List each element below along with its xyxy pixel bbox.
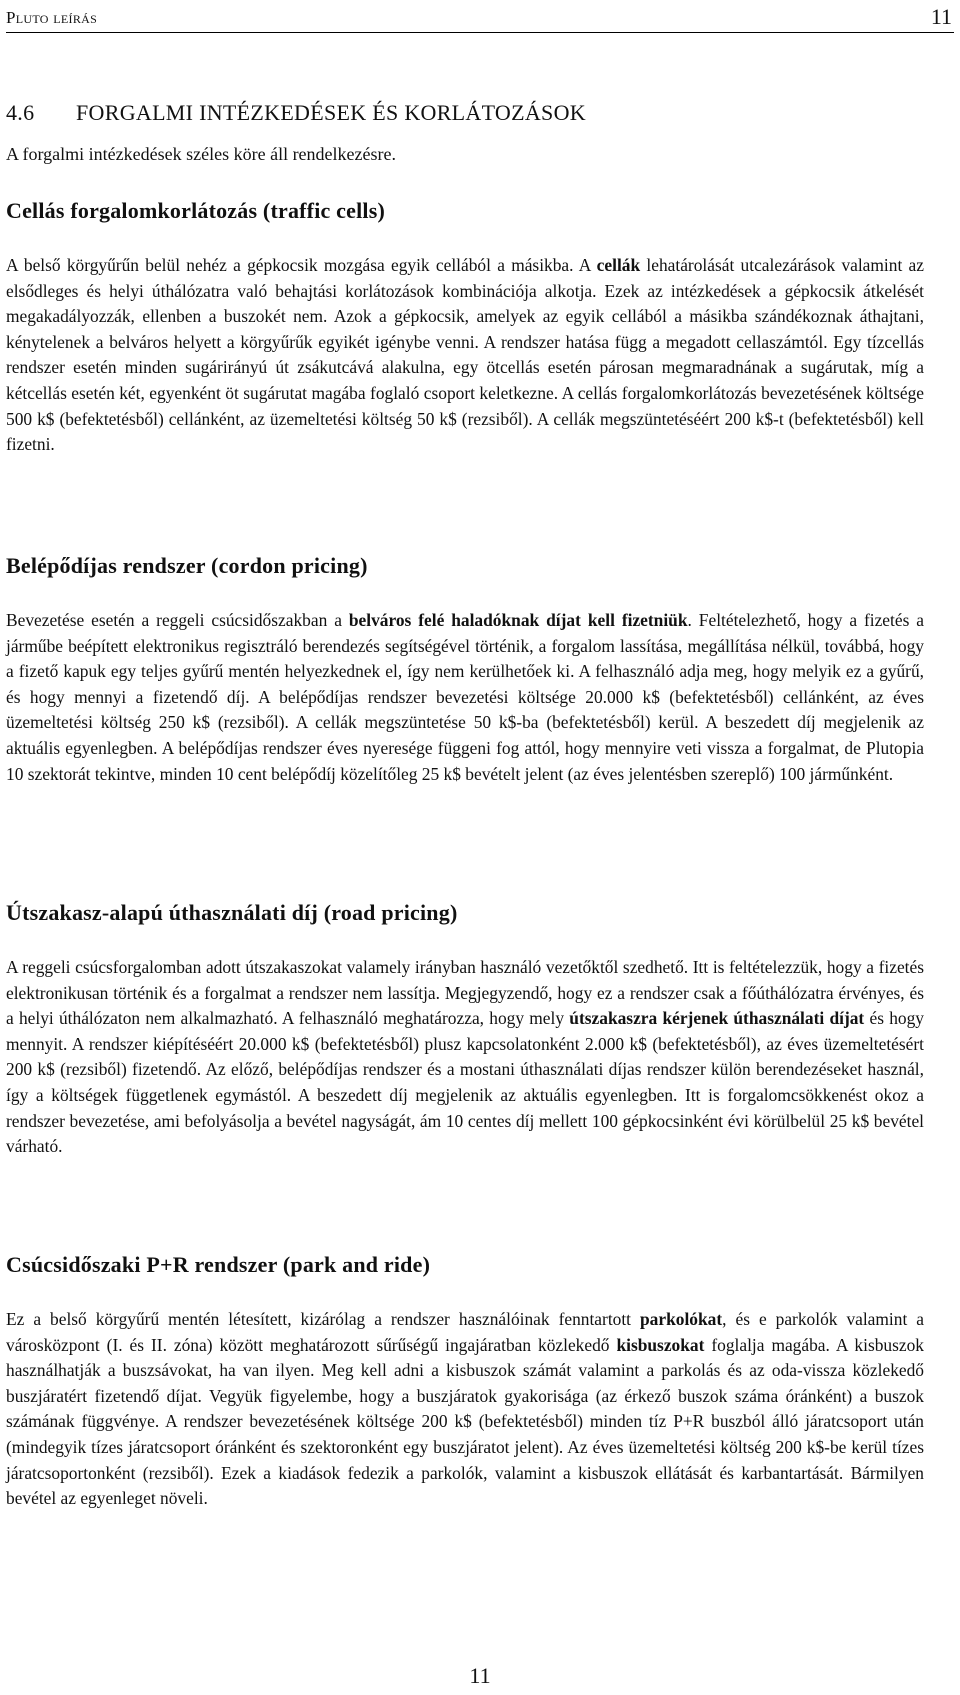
text-run: Ez a belső körgyűrű mentén létesített, kizárólag a rendszer használóinak fenntartott: [6, 1309, 640, 1329]
bold-text: kisbuszokat: [616, 1334, 705, 1355]
text-run: , és e parkolók valamint a városközpont (I. és II. zóna) között meghatározott sűrűségű ingajáratban közlekedő: [6, 1309, 924, 1355]
header-page-number: 11: [930, 4, 952, 29]
paragraph-park-and-ride: [6, 1307, 924, 1512]
section-title-text: FORGALMI INTÉZKEDÉSEK ÉS KORLÁTOZÁSOK: [76, 100, 586, 125]
running-header: [6, 4, 954, 33]
header-title: Pluto leírás: [6, 8, 98, 27]
bold-text: belváros felé haladóknak díjat kell fizetniük: [348, 610, 688, 630]
heading-traffic-cells: Cellás forgalomkorlátozás (traffic cells): [6, 198, 386, 223]
section-intro: A forgalmi intézkedések széles köre áll rendelkezésre.: [6, 144, 396, 164]
text-run: Bevezetése esetén a reggeli csúcsidőszakban a: [6, 610, 349, 630]
section-title: [6, 100, 586, 126]
heading-park-and-ride: Csúcsidőszaki P+R rendszer (park and ride): [6, 1252, 431, 1277]
text-run: A reggeli csúcsforgalomban adott útszakaszokat valamely irányban használó vezetőktől szedhető. Itt is feltételezzük, hogy a fizetés elektronikusan történik és a forgalmat a rendszer nem lassítja. Megjegyzendő, hogy ez a rendszer csak a főúthálózatra érvényes, és a helyi úthálózaton nem alkalmazható. A felhasználó meghatározza, hogy mely: [6, 957, 924, 1029]
footer-page-number: 11: [469, 1663, 491, 1688]
heading-cordon-pricing: Belépődíjas rendszer (cordon pricing): [6, 553, 368, 578]
bold-text: parkolókat: [640, 1309, 723, 1329]
bold-text: útszakaszra kérjenek úthasználati díjat: [569, 1008, 865, 1029]
paragraph-traffic-cells: [6, 253, 924, 458]
paragraph-road-pricing: [6, 955, 924, 1160]
paragraph-cordon-pricing: [6, 608, 924, 787]
text-run: és hogy mennyit. A rendszer kiépítéséért 20.000 k$ (befektetésből) plusz kapcsolatonként 2.000 k$ (befektetésből), az éves üzemeltetésért 200 k$ (rezsiből) fizetendő. Az előző, belépődíjas rendszer és a mostani úthasználati díjas rendszer külön berendezéseket használ, így a költségek függetlenek egymástól. A beszedett díj megjelenik az aktuális egyenlegben. Itt is forgalomcsökkenést okoz a rendszer bevezetése, ami befolyásolja a bevétel nagyságát, ám 10 centes díj mellett 100 gépkocsinként évi körülbelül 25 k$ bevétel várható.: [6, 1008, 924, 1157]
text-run: lehatárolását utcalezárások valamint az elsődleges és helyi úthálózatra való behajtási korlátozások kombinációja alkotja. Ezek az intézkedések a gépkocsik átkelését megakadályozzák, ellenben a buszokét nem. Azok a gépkocsik, amelyek az egyik cellából a másikba szándékoznak áthajtani, kénytelenek a belváros helyett a körgyűrűk egyikét igénybe venni. A rendszer hatása függ a megadott cellaszámtól. Egy tízcellás rendszer esetén minden sugárirányú út zsákutcává alakulna, egy ötcellás esetén párosan megmaradnának a sugárutak, míg a kétcellás esetén két, egyenként öt sugárutat magába foglaló csoport keletkezne. A cellás forgalomkorlátozás bevezetésének költsége 500 k$ (befektetésből) cellánként, az üzemeltetési költség 50 k$ (rezsiből). A cellák megszüntetéséért 200 k$-t (befektetésből) kell fizetni.: [6, 255, 924, 455]
bold-text: cellák: [596, 255, 641, 275]
text-run: A belső körgyűrűn belül nehéz a gépkocsik mozgása egyik cellából a másikba. A: [6, 255, 597, 275]
text-run: . Feltételezhető, hogy a fizetés a járműbe beépített elektronikus regisztráló berendezés segítségével történik, a forgalom lassítása, megállítása nélkül, továbbá, hogy a fizető kapuk egy teljes gyűrű mentén helyezkednek el, így nem kerülhetőek ki. A felhasználó adja meg, hogy melyik ez a gyűrű, és hogy mennyi a fizetendő díj. A belépődíjas rendszer bevezetési költsége 20.000 k$ (befektetésből) cellánként, az éves üzemeltetési költség 250 k$ (rezsiből). A cellák megszüntetése 50 k$-ba (befektetésből) kerül. A beszedett díj megjelenik az aktuális egyenlegben. A belépődíjas rendszer éves nyeresége függeni fog attól, hogy mennyire veti vissza a forgalmat, de Plutopia 10 szektorát tekintve, minden 10 cent belépődíj közelítőleg 25 k$ bevételt jelent (az éves jelentésben szereplő) 100 járműnként.: [6, 610, 924, 784]
heading-road-pricing: Útszakasz-alapú úthasználati díj (road pricing): [6, 900, 458, 925]
text-run: foglalja magába. A kisbuszok használhatják a buszsávokat, ha van ilyen. Meg kell adni a kisbuszok számát valamint a parkolás és az oda-vissza közlekedő buszjáratért fizetendő díjat. Vegyük figyelembe, hogy a buszjáratok gyakorisága (az érkező buszok száma óránként) a buszok számának függvénye. A rendszer bevezetésének költsége 200 k$ (befektetésből) minden tíz P+R buszból álló járatcsoport után (mindegyik tízes járatcsoport óránként és szektoronként egy buszjáratot jelent). Az éves üzemeltetési költség 200 k$-be kerül tízes járatcsoportonként (rezsiből). Ezek a kiadások fedezik a parkolók, valamint a kisbuszok ellátását és karbantartását. Bármilyen bevétel az egyenleget növeli.: [6, 1334, 924, 1509]
section-number: 4.6: [6, 100, 35, 125]
